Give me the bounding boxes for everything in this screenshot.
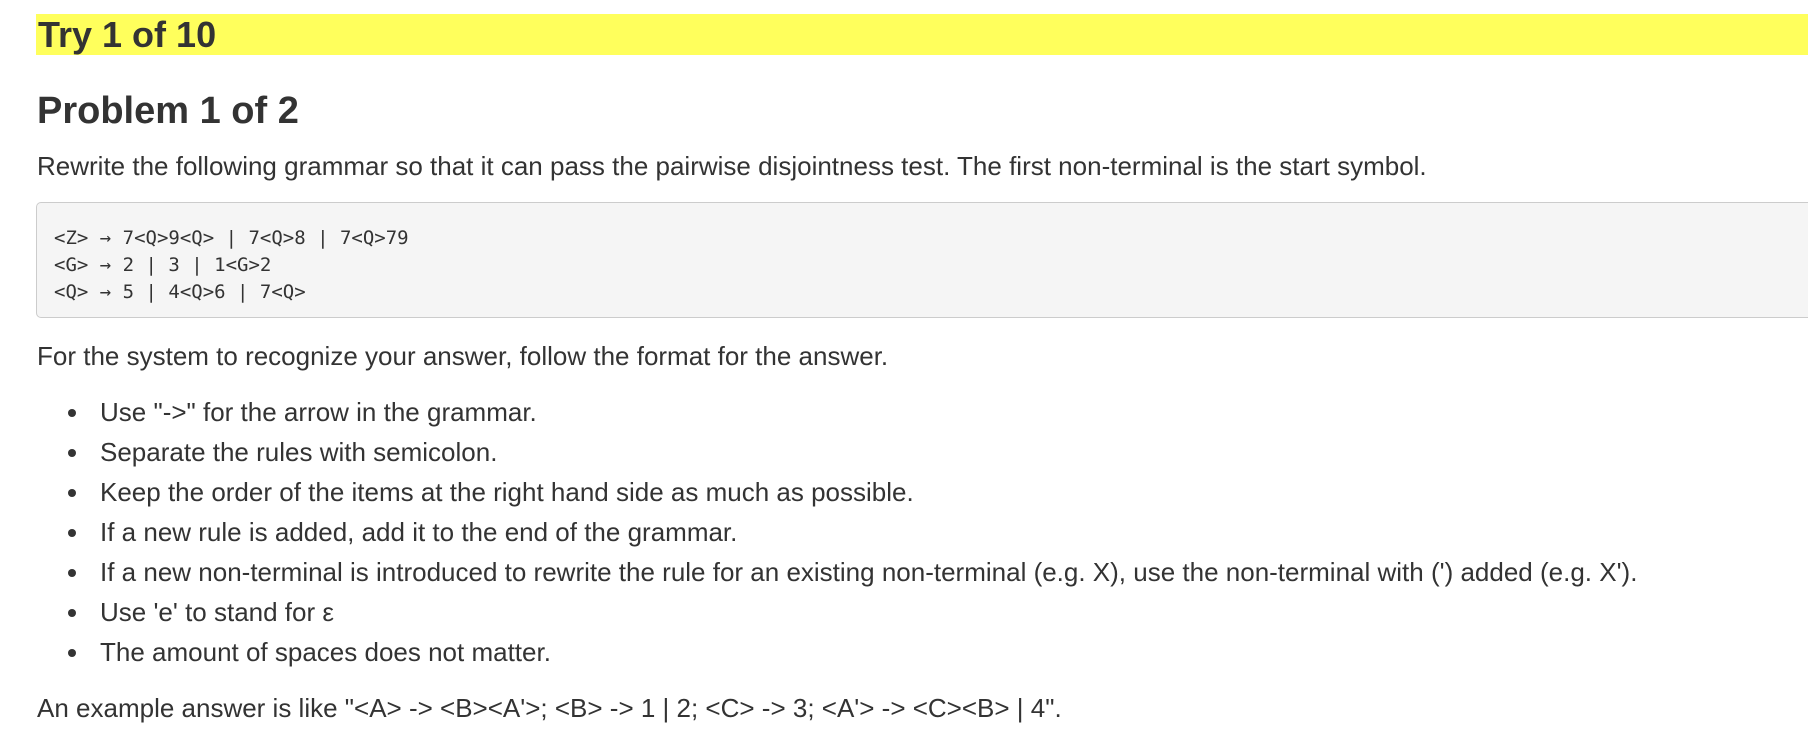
grammar-code-block [36,202,1808,318]
grammar-rule: <Z> → 7<Q>9<Q> | 7<Q>8 | 7<Q>79 [54,227,409,249]
rule-text: Use 'e' to stand for ε [100,597,334,627]
grammar-rule: <G> → 2 | 3 | 1<G>2 [54,254,272,276]
problem-title: Problem 1 of 2 [37,90,299,132]
problem-instructions: Rewrite the following grammar so that it can pass the pairwise disjointness test. The first non-terminal is the start symbol. [37,151,1427,181]
bullet-icon [68,489,76,497]
bullet-icon [68,529,76,537]
rule-text: Separate the rules with semicolon. [100,437,498,467]
rule-text: The amount of spaces does not matter. [100,637,551,667]
try-banner [36,14,1808,55]
example-answer: An example answer is like "<A> -> <B><A'>; <B> -> 1 | 2; <C> -> 3; <A'> -> <C><B> | 4". [37,693,1062,723]
format-note: For the system to recognize your answer, follow the format for the answer. [37,341,889,371]
rule-text: If a new rule is added, add it to the end of the grammar. [100,517,738,547]
rule-text: Use "->" for the arrow in the grammar. [100,397,537,427]
try-counter: Try 1 of 10 [38,14,217,55]
rule-text: Keep the order of the items at the right hand side as much as possible. [100,477,914,507]
bullet-icon [68,569,76,577]
bullet-icon [68,409,76,417]
bullet-icon [68,449,76,457]
grammar-rule: <Q> → 5 | 4<Q>6 | 7<Q> [54,281,306,303]
bullet-icon [68,649,76,657]
bullet-icon [68,609,76,617]
rule-text: If a new non-terminal is introduced to rewrite the rule for an existing non-terminal (e.g. X), use the non-terminal with (') added (e.g. X'). [100,557,1638,587]
